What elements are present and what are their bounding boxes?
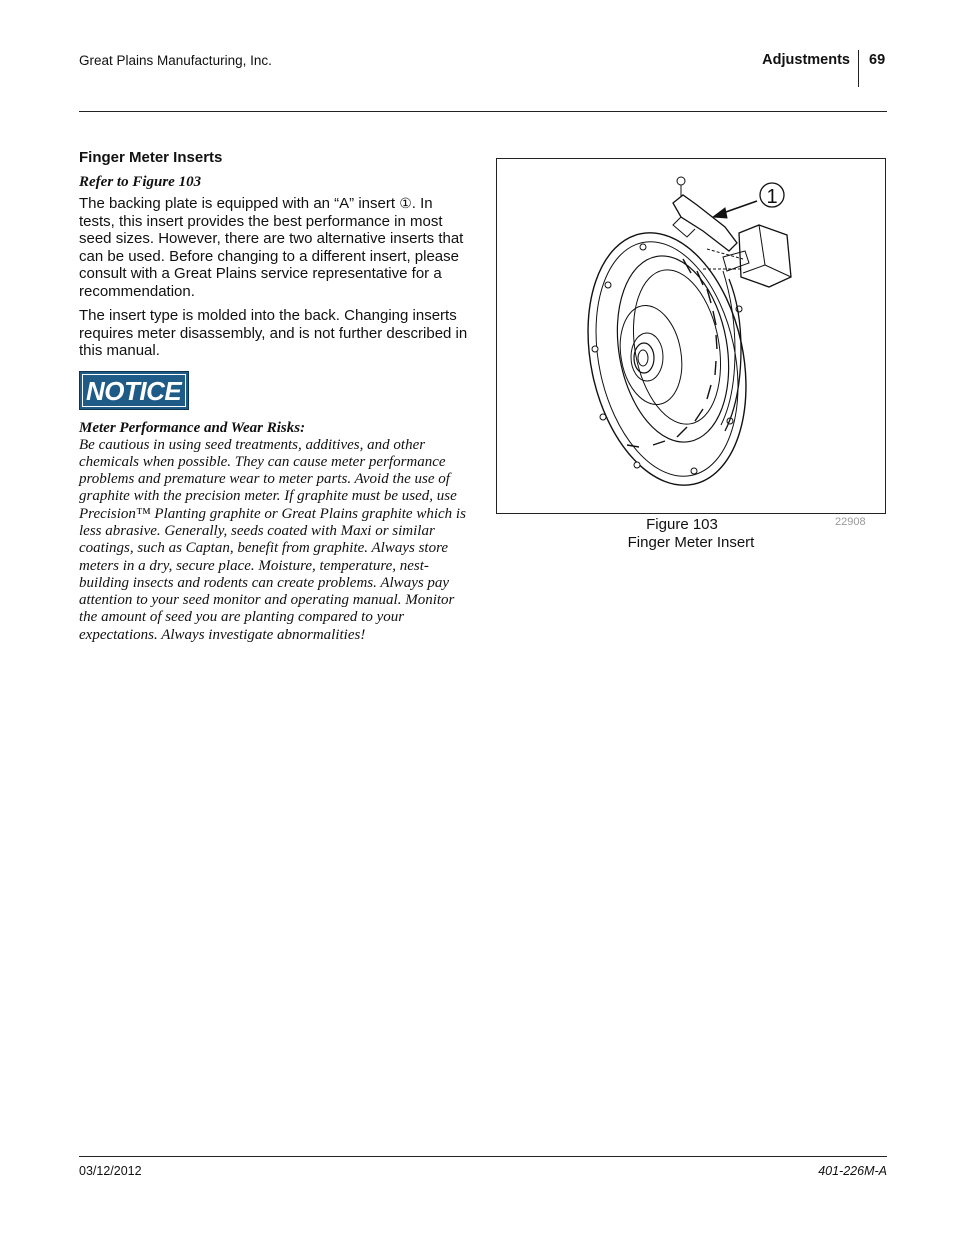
figure-title: Finger Meter Insert: [627, 533, 755, 551]
notice-badge: [79, 371, 189, 410]
paragraph-1-start: The backing plate is equipped with an “A” insert: [79, 195, 400, 212]
footer-rule: [79, 1156, 887, 1157]
section-heading: Finger Meter Inserts: [79, 149, 223, 166]
section-title: Adjustments: [762, 52, 850, 68]
notice-label: NOTICE: [82, 374, 186, 407]
meter-illustration: [497, 159, 885, 513]
figure-image-id: 22908: [835, 516, 866, 528]
callout-reference: ①: [399, 195, 412, 211]
paragraph-backing-plate: [79, 195, 471, 300]
figure-reference: Refer to Figure 103: [79, 174, 202, 190]
header-rule: [79, 111, 887, 112]
company-name: Great Plains Manufacturing, Inc.: [79, 53, 272, 68]
notice-body: Be cautious in using seed treatments, additives, and other chemicals when possible. They can cause meter performance problems and premature wear to meter parts. Avoid the use of graphite with the precision meter. If graphite must be used, use Precision™ Planting graphite or Great Plains graphite which is less abrasive. Generally, seeds coated with Maxi or similar coatings, such as Captan, benefit from graphite. Always store meters in a dry, secure place. Moisture, temperature, nest-building insects and rodents can create problems. Always pay attention to your seed monitor and operating manual. Monitor the amount of seed you are planting compared to your expectations. Always investigate abnormalities!: [79, 436, 466, 643]
paragraph-1-end: . In tests, this insert provides the best performance in most seed sizes. However, there are two alternative inserts that can be used. Before changing to a different insert, please consult with a Great Plains service representative for a recommendation.: [79, 195, 464, 300]
figure-caption: [496, 516, 886, 551]
main-text-column: [79, 149, 471, 644]
figure-frame: [496, 158, 886, 514]
figure-callout-number: 1: [766, 186, 778, 208]
footer-date: 03/12/2012: [79, 1164, 142, 1178]
header-divider: [858, 50, 859, 87]
page-number: 69: [869, 52, 886, 68]
notice-title: Meter Performance and Wear Risks:: [79, 419, 306, 436]
footer-doc-number: 401-226M-A: [818, 1164, 887, 1178]
figure-number: Figure 103: [646, 516, 718, 533]
paragraph-insert-type: The insert type is molded into the back. Changing inserts requires meter disassembly, and is not further described in this manual.: [79, 307, 468, 359]
